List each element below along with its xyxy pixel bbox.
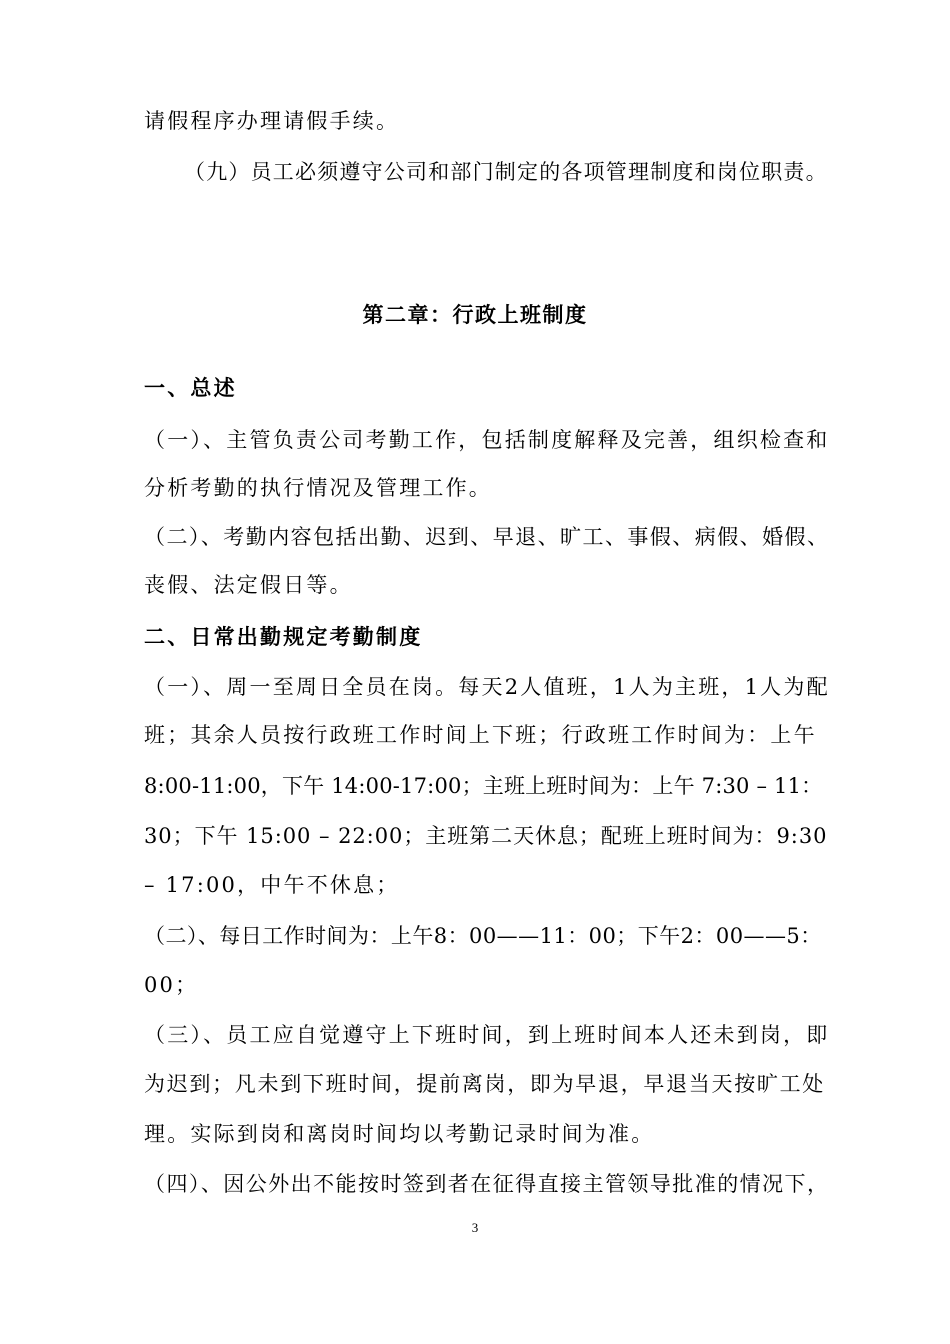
page-number: 3: [471, 1220, 479, 1235]
text-line: 00；: [144, 973, 199, 997]
text-line: 请假程序办理请假手续。: [144, 109, 400, 133]
text-line: 班；其余人员按行政班工作时间上下班；行政班工作时间为：上午: [144, 723, 817, 747]
text-line: （一）、周一至周日全员在岗。每天2人值班，1人为主班，1人为配: [144, 675, 830, 699]
section-heading: 一、总述: [144, 375, 237, 400]
text-line: 丧假、法定假日等。: [144, 573, 353, 597]
text-line: – 17:00，中午不休息；: [144, 873, 400, 897]
text-line: 8:00-11:00，下午 14:00-17:00；主班上班时间为：上午 7:30 – 11：: [144, 774, 823, 798]
text-line: （九）员工必须遵守公司和部门制定的各项管理制度和岗位职责。: [184, 160, 828, 184]
section-heading: 二、日常出勤规定考勤制度: [144, 624, 423, 649]
text-line: 30；下午 15:00 – 22:00；主班第二天休息；配班上班时间为：9:30: [144, 824, 828, 848]
text-line: （一）、主管负责公司考勤工作，包括制度解释及完善，组织检查和: [144, 428, 830, 452]
text-line: （三）、员工应自觉遵守上下班时间，到上班时间本人还未到岗，即: [144, 1023, 830, 1047]
chapter-title: 第二章：行政上班制度: [362, 302, 588, 327]
text-line: （四）、因公外出不能按时签到者在征得直接主管领导批准的情况下，: [144, 1172, 830, 1196]
text-line: （二）、考勤内容包括出勤、迟到、早退、旷工、事假、病假、婚假、: [144, 525, 830, 549]
text-line: 分析考勤的执行情况及管理工作。: [144, 476, 492, 500]
text-line: 理。实际到岗和离岗时间均以考勤记录时间为准。: [144, 1122, 655, 1146]
text-line: 为迟到；凡未到下班时间，提前离岗，即为早退，早退当天按旷工处: [144, 1072, 825, 1096]
text-line: （二）、每日工作时间为：上午8：00——11：00；下午2：00——5：: [144, 924, 822, 948]
